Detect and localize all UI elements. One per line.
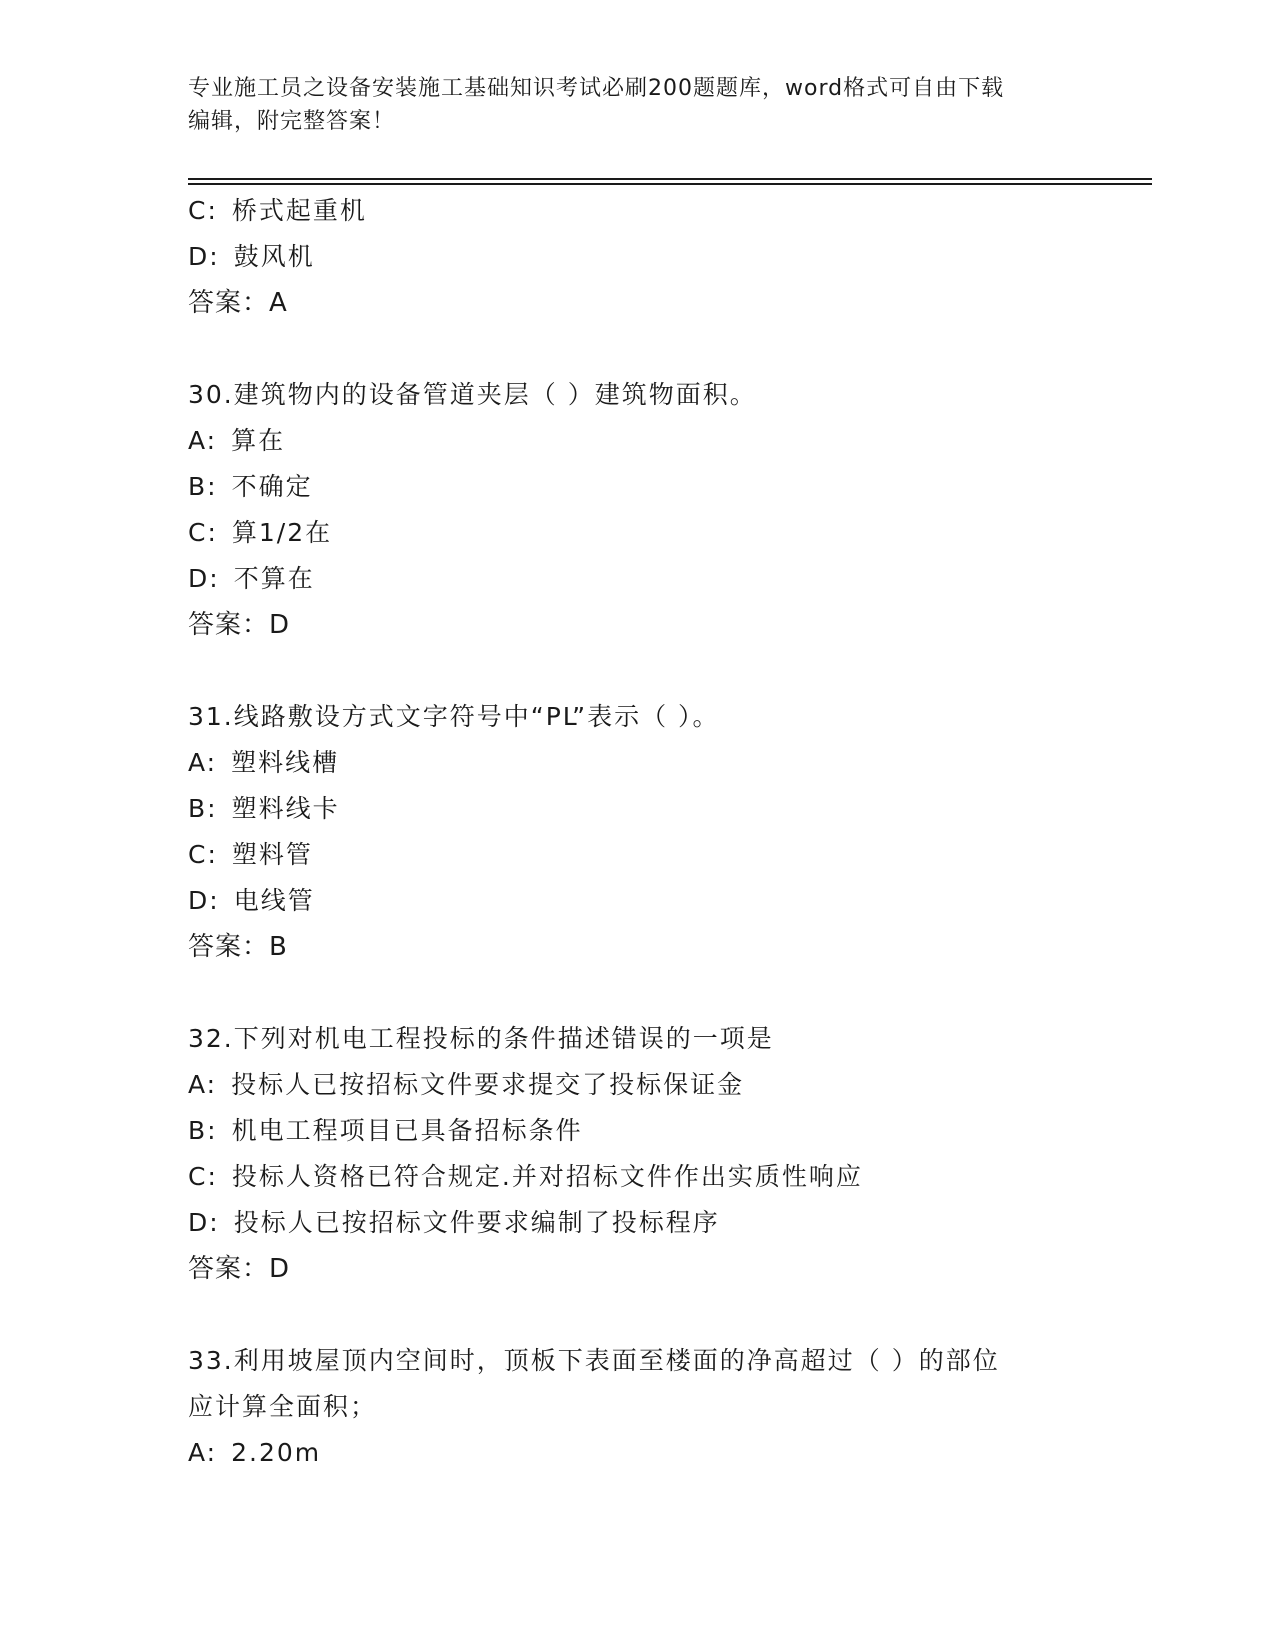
option-a bbox=[188, 740, 1138, 786]
option-label: A: bbox=[188, 748, 218, 777]
option-d bbox=[188, 556, 1138, 602]
option-label: B: bbox=[188, 472, 218, 501]
option-label: A: bbox=[188, 1438, 218, 1467]
option-d bbox=[188, 1200, 1138, 1246]
document-header bbox=[188, 72, 1088, 138]
option-label: C: bbox=[188, 1162, 218, 1191]
option-d bbox=[188, 878, 1138, 924]
option-label: D: bbox=[188, 564, 220, 593]
option-text: 电线管 bbox=[233, 886, 315, 915]
option-label: C: bbox=[188, 518, 218, 547]
answer: 答案：D bbox=[188, 610, 291, 640]
header-divider-bottom bbox=[188, 183, 1152, 185]
option-b bbox=[188, 1108, 1138, 1154]
option-label: C: bbox=[188, 196, 218, 225]
header-line-1: 专业施工员之设备安装施工基础知识考试必刷200题题库，word格式可自由下载 bbox=[188, 76, 1005, 101]
option-text: 投标人已按招标文件要求编制了投标程序 bbox=[233, 1208, 720, 1237]
option-text: 塑料线槽 bbox=[231, 748, 340, 777]
option-c bbox=[188, 832, 1138, 878]
option-text: 算1/2在 bbox=[231, 518, 333, 547]
option-c bbox=[188, 188, 1138, 234]
option-label: A: bbox=[188, 426, 218, 455]
option-text: 不算在 bbox=[233, 564, 315, 593]
option-text: 2.20m bbox=[231, 1438, 322, 1467]
option-text: 桥式起重机 bbox=[231, 196, 367, 225]
spacer bbox=[188, 1292, 1138, 1338]
option-text: 投标人资格已符合规定.并对招标文件作出实质性响应 bbox=[231, 1162, 863, 1191]
question-33-line-1: 33.利用坡屋顶内空间时，顶板下表面至楼面的净高超过（ ）的部位 bbox=[188, 1346, 1000, 1375]
option-text: 塑料线卡 bbox=[231, 794, 340, 823]
option-label: D: bbox=[188, 886, 220, 915]
question-32: 32.下列对机电工程投标的条件描述错误的一项是 bbox=[188, 1024, 774, 1053]
question-30: 30.建筑物内的设备管道夹层（ ）建筑物面积。 bbox=[188, 380, 757, 409]
answer: 答案：D bbox=[188, 1254, 291, 1284]
spacer bbox=[188, 970, 1138, 1016]
option-label: A: bbox=[188, 1070, 218, 1099]
option-c bbox=[188, 510, 1138, 556]
option-text: 鼓风机 bbox=[233, 242, 315, 271]
option-text: 不确定 bbox=[231, 472, 313, 501]
question-33-line-2: 应计算全面积； bbox=[188, 1392, 378, 1421]
option-label: C: bbox=[188, 840, 218, 869]
option-a bbox=[188, 1062, 1138, 1108]
answer: 答案：A bbox=[188, 288, 288, 318]
option-d bbox=[188, 234, 1138, 280]
option-text: 机电工程项目已具备招标条件 bbox=[231, 1116, 583, 1145]
spacer bbox=[188, 326, 1138, 372]
option-text: 塑料管 bbox=[231, 840, 313, 869]
option-b bbox=[188, 786, 1138, 832]
option-label: D: bbox=[188, 242, 220, 271]
option-text: 投标人已按招标文件要求提交了投标保证金 bbox=[231, 1070, 745, 1099]
header-line-2: 编辑，附完整答案！ bbox=[188, 109, 396, 134]
option-c bbox=[188, 1154, 1138, 1200]
option-b bbox=[188, 464, 1138, 510]
answer: 答案：B bbox=[188, 932, 288, 962]
option-text: 算在 bbox=[231, 426, 286, 455]
question-31: 31.线路敷设方式文字符号中“PL”表示（ ）。 bbox=[188, 702, 720, 731]
header-divider-top bbox=[188, 178, 1152, 180]
option-a bbox=[188, 418, 1138, 464]
option-a bbox=[188, 1430, 1138, 1476]
spacer bbox=[188, 648, 1138, 694]
option-label: B: bbox=[188, 1116, 218, 1145]
question-list bbox=[188, 188, 1138, 1476]
option-label: B: bbox=[188, 794, 218, 823]
option-label: D: bbox=[188, 1208, 220, 1237]
